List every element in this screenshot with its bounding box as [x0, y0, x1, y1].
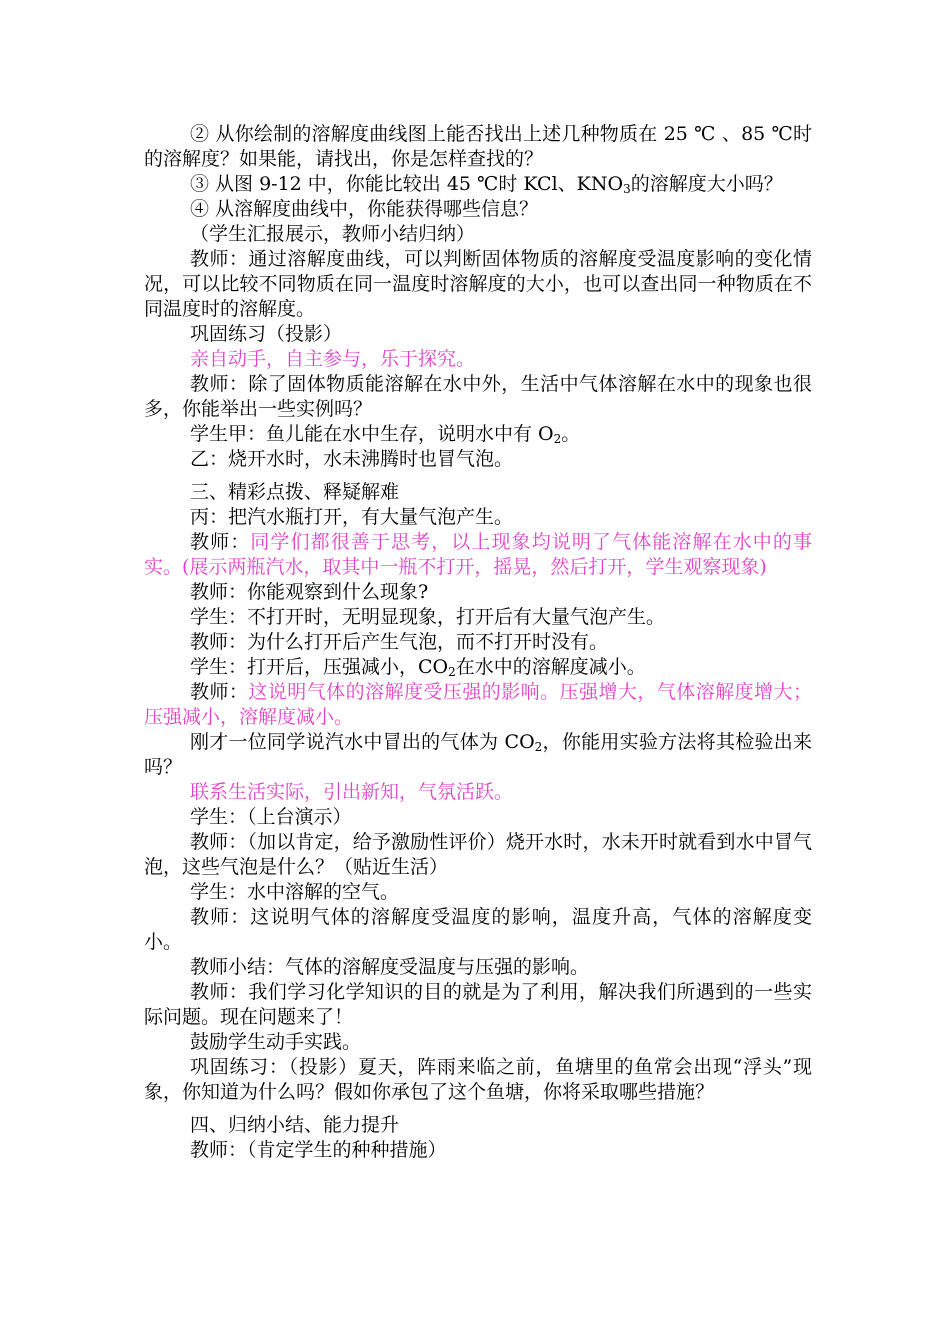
paragraph: （学生汇报展示，教师小结归纳） [190, 223, 476, 245]
question-3-text: ③ 从图 9-12 中，你能比较出 45 ℃时 KCl、KNO [190, 173, 624, 195]
paragraph-text-end: 在水中的溶解度减小。 [455, 656, 646, 678]
paragraph-text-end: ，你能用实验方法将其检验出来吗？ [144, 731, 812, 778]
question-3-text-end: 的溶解度大小吗？ [630, 173, 783, 195]
paragraph: 乙：烧开水时，水未沸腾时也冒气泡。 [190, 448, 514, 470]
question-4: ④ 从溶解度曲线中，你能获得哪些信息？ [190, 198, 539, 220]
question-2: ② 从你绘制的溶解度曲线图上能否找出上述几种物质在 25 ℃ 、85 ℃时的溶解度？如果能，请找出，你是怎样查找的？ [144, 123, 812, 170]
paragraph: 教师：我们学习化学知识的目的就是为了利用，解决我们所遇到的一些实际问题。现在问题来了！ [144, 981, 812, 1028]
paragraph [144, 730, 812, 780]
subscript: 3 [623, 182, 631, 196]
paragraph [144, 655, 812, 680]
paragraph: 丙：把汽水瓶打开，有大量气泡产生。 [190, 506, 514, 528]
paragraph: 教师：通过溶解度曲线，可以判断固体物质的溶解度受温度影响的变化情况，可以比较不同物质在同一温度时溶解度的大小，也可以查出同一种物质在不同温度时的溶解度。 [144, 248, 812, 320]
speaker-label: 教师： [190, 681, 249, 703]
highlight-text: 同学们都很善于思考，以上现象均说明了气体能溶解在水中的事实。(展示两瓶汽水，取其中一瓶不打开，摇晃，然后打开，学生观察现象) [144, 531, 812, 578]
section-heading: 四、归纳小结、能力提升 [190, 1114, 400, 1136]
subscript: 2 [534, 740, 543, 754]
paragraph-text: 刚才一位同学说汽水中冒出的气体为 CO [190, 731, 535, 753]
paragraph: 学生：（上台演示） [190, 806, 352, 828]
paragraph: 巩固练习（投影） [190, 323, 343, 345]
paragraph-text-end: 。 [561, 423, 581, 445]
section-heading: 三、精彩点拨、释疑解难 [190, 481, 400, 503]
paragraph-text: 学生甲：鱼儿能在水中生存，说明水中有 O [190, 423, 554, 445]
paragraph: 教师：（加以肯定，给予激励性评价）烧开水时，水未开时就看到水中冒气泡，这些气泡是什么？（贴近生活） [144, 831, 812, 878]
paragraph: 教师：你能观察到什么现象? [190, 581, 429, 603]
paragraph-text: 学生：打开后，压强减小，CO [190, 656, 449, 678]
question-3 [144, 172, 812, 197]
paragraph: 教师：这说明气体的溶解度受温度的影响，温度升高，气体的溶解度变小。 [144, 906, 812, 953]
paragraph: 教师小结：气体的溶解度受温度与压强的影响。 [190, 956, 590, 978]
highlight-note: 联系生活实际，引出新知，气氛活跃。 [190, 781, 514, 803]
highlight-note: 亲自动手，自主参与，乐于探究。 [190, 348, 476, 370]
paragraph: 学生：水中溶解的空气。 [190, 881, 400, 903]
paragraph: 学生：不打开时，无明显现象，打开后有大量气泡产生。 [190, 606, 666, 628]
paragraph: 教师：除了固体物质能溶解在水中外，生活中气体溶解在水中的现象也很多，你能举出一些实例吗？ [144, 373, 812, 420]
paragraph: 教师：为什么打开后产生气泡，而不打开时没有。 [190, 631, 609, 653]
paragraph [144, 680, 812, 730]
paragraph: 鼓励学生动手实践。 [190, 1031, 362, 1053]
paragraph: 巩固练习：（投影）夏天，阵雨来临之前，鱼塘里的鱼常会出现“浮头”现象，你知道为什么吗？假如你承包了这个鱼塘，你将采取哪些措施？ [144, 1056, 812, 1103]
subscript: 2 [448, 665, 456, 679]
paragraph [144, 422, 812, 447]
highlight-text: 这说明气体的溶解度受压强的影响。压强增大，气体溶解度增大；压强减小，溶解度减小。 [144, 681, 812, 728]
speaker-label: 教师： [190, 531, 251, 553]
paragraph: 教师：（肯定学生的种种措施） [190, 1139, 447, 1161]
paragraph [144, 530, 812, 580]
document-body [144, 122, 812, 1163]
subscript: 2 [553, 432, 562, 446]
